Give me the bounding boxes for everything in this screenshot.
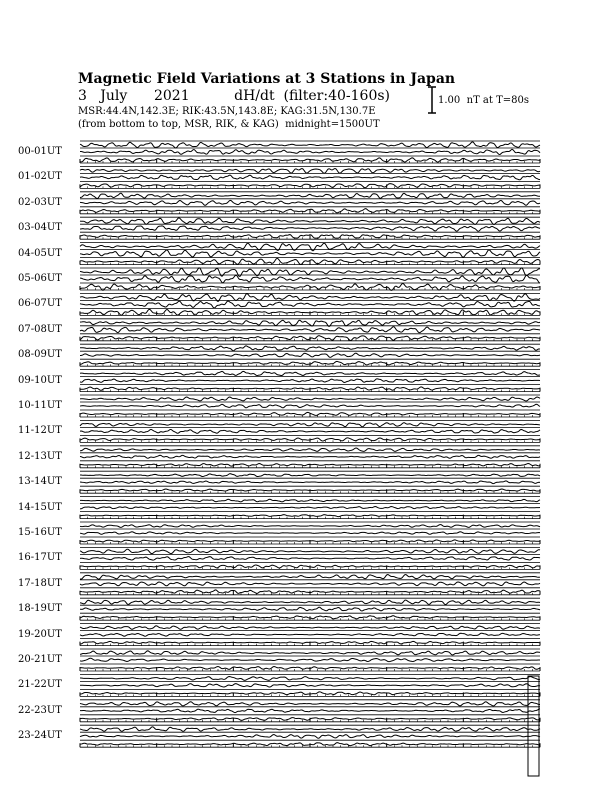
hour-row-00-01UT bbox=[80, 141, 540, 163]
trace-RIK bbox=[80, 175, 540, 180]
trace-KAG bbox=[80, 474, 540, 477]
hour-label: 07-08UT bbox=[18, 323, 62, 335]
hour-row-19-20UT bbox=[80, 624, 540, 646]
hour-row-15-16UT bbox=[80, 522, 540, 544]
hour-label: 08-09UT bbox=[18, 349, 62, 361]
trace-KAG bbox=[80, 193, 540, 198]
hour-label: 05-06UT bbox=[18, 273, 62, 284]
hour-label: 13-14UT bbox=[18, 476, 62, 488]
trace-KAG bbox=[80, 575, 540, 580]
trace-RIK bbox=[80, 709, 540, 713]
hour-label: 10-11UT bbox=[18, 400, 62, 411]
trace-RIK bbox=[80, 455, 540, 458]
hour-row-07-08UT bbox=[80, 319, 540, 341]
hour-row-13-14UT bbox=[80, 471, 540, 493]
trace-RIK bbox=[80, 684, 540, 687]
end-marker-box bbox=[528, 676, 539, 776]
hour-row-10-11UT bbox=[80, 395, 540, 417]
trace-order-note: (from bottom to top, MSR, RIK, & KAG) midnight=1500UT bbox=[78, 119, 380, 130]
hour-label: 19-20UT bbox=[18, 628, 62, 640]
hour-label: 00-01UT bbox=[18, 146, 62, 157]
trace-KAG bbox=[80, 651, 540, 655]
hour-row-14-15UT bbox=[80, 497, 540, 519]
trace-RIK bbox=[80, 353, 540, 357]
hour-row-08-09UT bbox=[80, 344, 540, 366]
trace-RIK bbox=[80, 507, 540, 509]
hour-row-05-06UT bbox=[80, 268, 540, 291]
trace-KAG bbox=[80, 702, 540, 706]
trace-RIK bbox=[80, 582, 540, 586]
trace-KAG bbox=[80, 525, 540, 528]
trace-RIK bbox=[80, 404, 540, 408]
hour-row-18-19UT bbox=[80, 598, 540, 620]
trace-KAG bbox=[80, 626, 540, 629]
trace-RIK bbox=[80, 301, 540, 308]
trace-KAG bbox=[80, 600, 540, 604]
trace-KAG bbox=[80, 168, 540, 173]
trace-KAG bbox=[80, 142, 540, 148]
hour-row-03-04UT bbox=[80, 217, 540, 239]
trace-KAG bbox=[80, 499, 540, 502]
trace-KAG bbox=[80, 448, 540, 451]
hour-row-11-12UT bbox=[80, 420, 540, 442]
hour-row-22-23UT bbox=[80, 700, 540, 722]
hour-row-17-18UT bbox=[80, 573, 540, 595]
trace-RIK bbox=[80, 429, 540, 433]
hour-row-09-10UT bbox=[80, 370, 540, 392]
hour-label: 06-07UT bbox=[18, 298, 62, 310]
trace-RIK bbox=[80, 633, 540, 636]
hour-label: 23-24UT bbox=[18, 730, 62, 742]
trace-RIK bbox=[80, 250, 540, 257]
hour-label: 04-05UT bbox=[18, 247, 62, 259]
hour-row-16-17UT bbox=[80, 547, 540, 569]
trace-RIK bbox=[80, 557, 540, 560]
trace-RIK bbox=[80, 607, 540, 611]
hour-row-23-24UT bbox=[80, 725, 540, 747]
hour-row-02-03UT bbox=[80, 192, 540, 214]
trace-RIK bbox=[80, 532, 540, 535]
trace-RIK bbox=[80, 658, 540, 661]
hour-row-20-21UT bbox=[80, 649, 540, 671]
chart-subtitle: 3 July 2021 dH/dt (filter:40-160s) bbox=[78, 88, 390, 104]
hour-row-21-22UT bbox=[80, 674, 540, 696]
chart-title: Magnetic Field Variations at 3 Stations in Japan bbox=[78, 71, 456, 87]
trace-RIK bbox=[80, 481, 540, 484]
trace-KAG bbox=[80, 371, 540, 375]
trace-KAG bbox=[80, 727, 540, 731]
hour-label: 12-13UT bbox=[18, 450, 62, 462]
hour-label: 14-15UT bbox=[18, 501, 62, 513]
trace-KAG bbox=[80, 218, 540, 225]
hour-row-01-02UT bbox=[80, 166, 540, 188]
trace-RIK bbox=[80, 275, 540, 283]
hour-label: 09-10UT bbox=[18, 374, 62, 386]
hour-label: 15-16UT bbox=[18, 527, 62, 538]
hour-label: 16-17UT bbox=[18, 552, 62, 564]
trace-RIK bbox=[80, 379, 540, 383]
hour-label: 22-23UT bbox=[18, 704, 62, 716]
hour-label: 02-03UT bbox=[18, 196, 62, 208]
trace-KAG bbox=[80, 423, 540, 427]
hour-label: 21-22UT bbox=[18, 679, 62, 691]
trace-RIK bbox=[80, 149, 540, 154]
hour-label: 03-04UT bbox=[18, 222, 62, 234]
trace-RIK bbox=[80, 327, 540, 333]
scale-label: 1.00 nT at T=80s bbox=[438, 95, 529, 106]
trace-RIK bbox=[80, 735, 540, 739]
hour-label: 11-12UT bbox=[18, 425, 62, 437]
hour-row-12-13UT bbox=[80, 446, 540, 468]
hour-row-04-05UT bbox=[80, 243, 540, 265]
hour-label: 18-19UT bbox=[18, 603, 62, 615]
trace-KAG bbox=[80, 397, 540, 401]
hour-label: 20-21UT bbox=[18, 654, 62, 665]
hour-label: 01-02UT bbox=[18, 171, 62, 183]
hour-label: 17-18UT bbox=[18, 577, 62, 589]
station-coordinates: MSR:44.4N,142.3E; RIK:43.5N,143.8E; KAG:31.5N,130.7E bbox=[78, 106, 376, 117]
trace-KAG bbox=[80, 549, 540, 553]
trace-KAG bbox=[80, 677, 540, 681]
trace-RIK bbox=[80, 200, 540, 205]
hour-row-06-07UT bbox=[80, 293, 540, 315]
trace-RIK bbox=[80, 226, 540, 231]
trace-KAG bbox=[80, 346, 540, 351]
